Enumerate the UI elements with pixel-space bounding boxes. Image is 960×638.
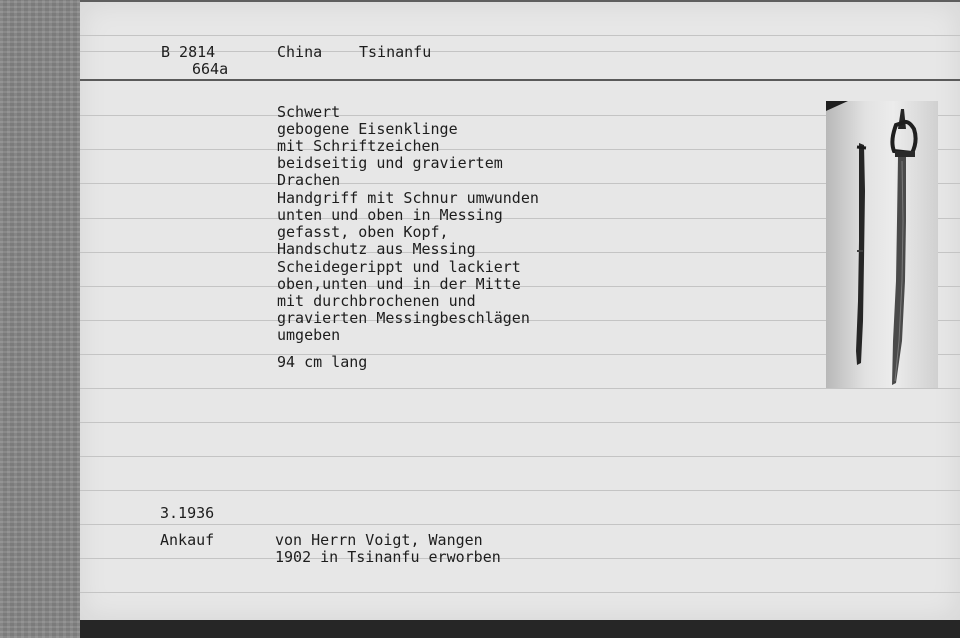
description-line: gebogene Eisenklinge	[277, 120, 458, 138]
ruled-line	[80, 490, 960, 491]
index-card	[80, 2, 960, 620]
description-line: mit Schriftzeichen	[277, 137, 440, 155]
ruled-line	[80, 592, 960, 593]
description-line: oben,unten und in der Mitte	[277, 275, 521, 293]
description-line: beidseitig und graviertem	[277, 154, 503, 172]
ruled-line	[80, 456, 960, 457]
country: China	[277, 43, 323, 61]
description-line: mit durchbrochenen und	[277, 292, 476, 310]
description-line: gefasst, oben Kopf,	[277, 223, 449, 241]
description-line: gravierten Messingbeschlägen	[277, 309, 530, 327]
acquisition-date: 3.1936	[160, 504, 215, 522]
sword-icon	[892, 109, 916, 385]
scabbard-icon	[856, 143, 866, 365]
description-line: Scheidegerippt und lackiert	[277, 258, 521, 276]
sub-number: 664a	[192, 60, 229, 78]
description-line: Handgriff mit Schnur umwunden	[277, 189, 539, 207]
inventory-number: B 2814	[161, 43, 216, 61]
description-line: Schwert	[277, 103, 341, 121]
acquisition-origin: 1902 in Tsinanfu erworben	[275, 548, 501, 566]
description-line: unten und oben in Messing	[277, 206, 503, 224]
header-rule	[80, 79, 960, 81]
bottom-edge	[80, 620, 960, 638]
object-length: 94 cm lang	[277, 353, 368, 371]
place: Tsinanfu	[359, 43, 432, 61]
ruled-line	[80, 422, 960, 423]
description-line: umgeben	[277, 326, 341, 344]
acquisition-source: von Herrn Voigt, Wangen	[275, 531, 483, 549]
background-strip	[0, 0, 80, 638]
ruled-line	[80, 558, 960, 559]
sword-photo-illustration	[826, 101, 938, 388]
object-photo	[826, 101, 938, 388]
ruled-line	[80, 35, 960, 36]
description-line: Handschutz aus Messing	[277, 240, 476, 258]
description-line: Drachen	[277, 171, 341, 189]
ruled-line	[80, 524, 960, 525]
acquisition-type: Ankauf	[160, 531, 215, 549]
ruled-line	[80, 388, 960, 389]
